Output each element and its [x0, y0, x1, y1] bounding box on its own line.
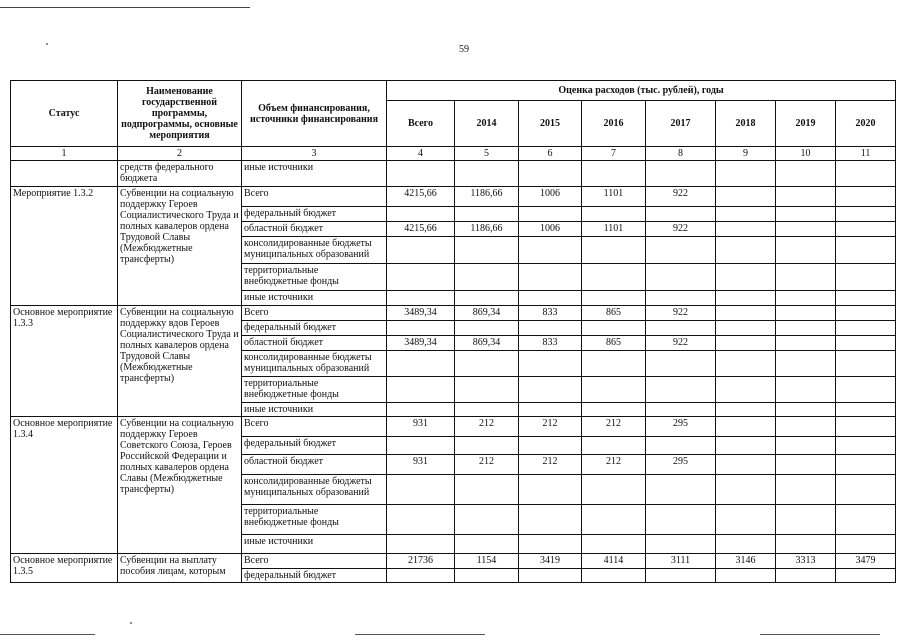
- source-label: консолидированные бюджеты муниципальных образований: [242, 475, 387, 505]
- value-cell: 1101: [582, 187, 646, 207]
- source-label: территориальные внебюджетные фонды: [242, 377, 387, 403]
- value-cell: 869,34: [455, 306, 519, 321]
- value-cell: 212: [455, 417, 519, 437]
- source-label: территориальные внебюджетные фонды: [242, 264, 387, 291]
- value-cell: 21736: [387, 554, 455, 569]
- source-label: Всего: [242, 187, 387, 207]
- value-cell: 3111: [646, 554, 716, 569]
- value-cell: 212: [519, 417, 582, 437]
- column-number: 3: [242, 147, 387, 161]
- header-year: 2016: [582, 101, 646, 147]
- value-cell: 3419: [519, 554, 582, 569]
- page-number: 59: [459, 44, 469, 55]
- value-cell: 922: [646, 336, 716, 351]
- header-status: Статус: [11, 81, 118, 147]
- status-cell: Мероприятие 1.3.2: [11, 187, 118, 306]
- value-cell: 1154: [455, 554, 519, 569]
- column-number: 1: [11, 147, 118, 161]
- value-cell: 865: [582, 306, 646, 321]
- header-year: 2019: [776, 101, 836, 147]
- continuation-name: средств федерального бюджета: [118, 161, 242, 187]
- source-label: иные источники: [242, 291, 387, 306]
- value-cell: 3489,34: [387, 306, 455, 321]
- source-label: федеральный бюджет: [242, 207, 387, 222]
- measure-name: Субвенции на выплату пособия лицам, которым: [118, 554, 242, 583]
- scan-speck: [46, 43, 48, 45]
- scan-edge-line: [760, 634, 880, 635]
- source-label: Всего: [242, 306, 387, 321]
- source-label: иные источники: [242, 161, 387, 187]
- value-cell: 1006: [519, 222, 582, 237]
- value-cell: 212: [582, 455, 646, 475]
- value-cell: 931: [387, 455, 455, 475]
- header-year: 2015: [519, 101, 582, 147]
- source-label: консолидированные бюджеты муниципальных образований: [242, 237, 387, 264]
- source-label: федеральный бюджет: [242, 437, 387, 455]
- table-row: [11, 306, 896, 321]
- value-cell: 1186,66: [455, 222, 519, 237]
- header-year: Всего: [387, 101, 455, 147]
- value-cell: 3479: [836, 554, 896, 569]
- table-row: [11, 417, 896, 437]
- table-row: [11, 187, 896, 207]
- value-cell: 3313: [776, 554, 836, 569]
- value-cell: 1101: [582, 222, 646, 237]
- column-number: 9: [716, 147, 776, 161]
- column-number: 10: [776, 147, 836, 161]
- value-cell: 922: [646, 187, 716, 207]
- header-year: 2018: [716, 101, 776, 147]
- source-label: Всего: [242, 417, 387, 437]
- status-cell: Основное мероприятие 1.3.3: [11, 306, 118, 417]
- column-numbers-row: [11, 147, 896, 161]
- measure-name: Субвенции на социальную поддержку вдов Героев Социалистического Труда и полных кавалеров ордена Трудовой Славы (Межбюджетные трансферты): [118, 306, 242, 417]
- header-year: 2020: [836, 101, 896, 147]
- source-label: иные источники: [242, 403, 387, 417]
- scan-edge-line: [355, 634, 485, 635]
- column-number: 11: [836, 147, 896, 161]
- source-label: областной бюджет: [242, 455, 387, 475]
- header-year: 2014: [455, 101, 519, 147]
- value-cell: 931: [387, 417, 455, 437]
- column-number: 4: [387, 147, 455, 161]
- value-cell: 833: [519, 306, 582, 321]
- header-program-name: Наименование государственной программы, подпрограммы, основные мероприятия: [118, 81, 242, 147]
- source-label: Всего: [242, 554, 387, 569]
- value-cell: 4114: [582, 554, 646, 569]
- expense-table: [10, 80, 896, 583]
- value-cell: 295: [646, 455, 716, 475]
- column-number: 7: [582, 147, 646, 161]
- source-label: консолидированные бюджеты муниципальных образований: [242, 351, 387, 377]
- header-funding: Объем финансирования, источники финансирования: [242, 81, 387, 147]
- table-row: [11, 554, 896, 569]
- value-cell: 922: [646, 306, 716, 321]
- source-label: федеральный бюджет: [242, 569, 387, 583]
- source-label: областной бюджет: [242, 336, 387, 351]
- table-row: [11, 161, 896, 187]
- value-cell: 1186,66: [455, 187, 519, 207]
- value-cell: 4215,66: [387, 222, 455, 237]
- value-cell: 869,34: [455, 336, 519, 351]
- source-label: федеральный бюджет: [242, 321, 387, 336]
- value-cell: 212: [519, 455, 582, 475]
- top-rule: [0, 7, 250, 8]
- header-estimate: Оценка расходов (тыс. рублей), годы: [387, 81, 896, 101]
- scan-edge-line: [0, 634, 95, 635]
- scan-speck: [130, 622, 132, 624]
- value-cell: 4215,66: [387, 187, 455, 207]
- value-cell: 295: [646, 417, 716, 437]
- measure-name: Субвенции на социальную поддержку Героев Социалистического Труда и полных кавалеров ордена Трудовой Славы (Межбюджетные трансферты): [118, 187, 242, 306]
- source-label: областной бюджет: [242, 222, 387, 237]
- status-cell: Основное мероприятие 1.3.4: [11, 417, 118, 554]
- value-cell: 1006: [519, 187, 582, 207]
- column-number: 8: [646, 147, 716, 161]
- column-number: 6: [519, 147, 582, 161]
- column-number: 5: [455, 147, 519, 161]
- value-cell: 833: [519, 336, 582, 351]
- value-cell: 865: [582, 336, 646, 351]
- source-label: территориальные внебюджетные фонды: [242, 505, 387, 535]
- status-cell: Основное мероприятие 1.3.5: [11, 554, 118, 583]
- value-cell: 212: [582, 417, 646, 437]
- value-cell: 3146: [716, 554, 776, 569]
- value-cell: 922: [646, 222, 716, 237]
- value-cell: 3489,34: [387, 336, 455, 351]
- measure-name: Субвенции на социальную поддержку Героев Советского Союза, Героев Российской Федерации и полных кавалеров ордена Славы (Межбюджетные трансферты): [118, 417, 242, 554]
- header-year: 2017: [646, 101, 716, 147]
- source-label: иные источники: [242, 535, 387, 554]
- column-number: 2: [118, 147, 242, 161]
- value-cell: 212: [455, 455, 519, 475]
